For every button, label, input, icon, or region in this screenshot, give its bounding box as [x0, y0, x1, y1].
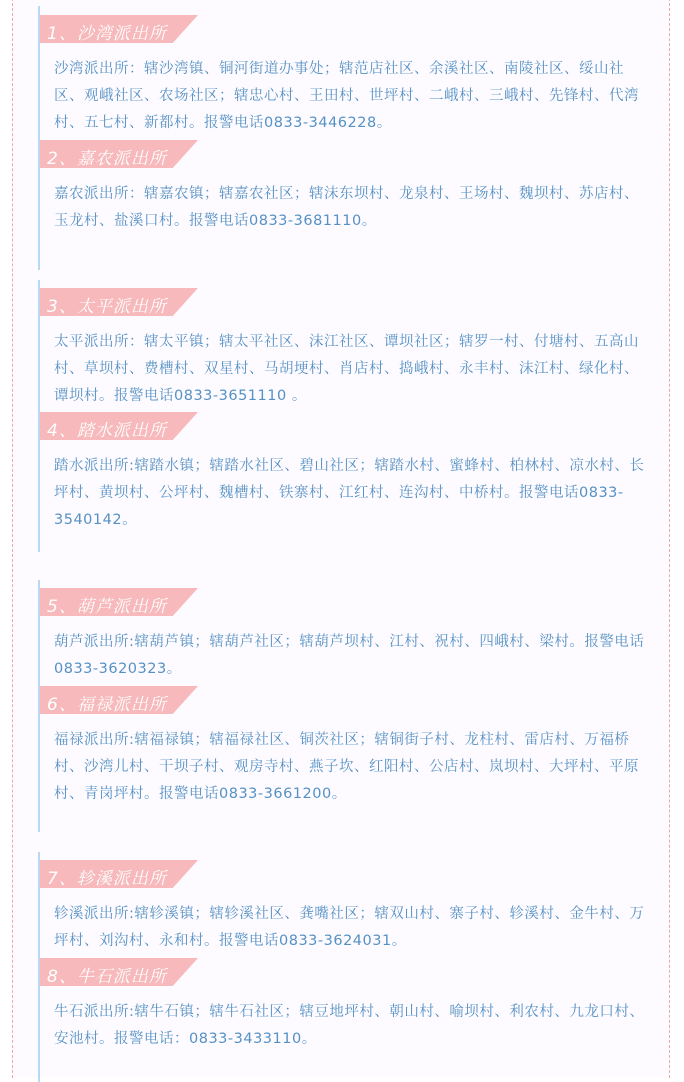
section-title: 4、踏水派出所	[47, 421, 167, 441]
section-text: 福禄派出所:辖福禄镇；辖福禄社区、铜茨社区；辖铜街子村、龙柱村、雷店村、万福桥村、沙湾儿村、干坝子村、观房寺村、燕子坎、红阳村、公店村、岚坝村、大坪村、平原村、青岗坪村。报警电话0833-3661200。	[54, 732, 639, 802]
section-title: 2、嘉农派出所	[47, 149, 167, 169]
section-header-1	[40, 15, 198, 45]
section-group-3	[38, 580, 650, 832]
section-text: 沙湾派出所：辖沙湾镇、铜河街道办事处；辖范店社区、余溪社区、南陵社区、绥山社区、观峨社区、农场社区；辖忠心村、王田村、世坪村、二峨村、三峨村、先锋村、代湾村、五七村、新都村。报警电话0833-3446228。	[54, 61, 639, 131]
section-header-3	[40, 288, 198, 318]
section-group-2	[38, 280, 650, 552]
section-text: 太平派出所：辖太平镇；辖太平社区、沫江社区、谭坝社区；辖罗一村、付塘村、五高山村、草坝村、费槽村、双星村、马胡埂村、肖店村、捣峨村、永丰村、沫江村、绿化村、谭坝村。报警电话0833-3651110 。	[54, 334, 639, 404]
section-text: 牛石派出所:辖牛石镇；辖牛石社区；辖豆地坪村、朝山村、喻坝村、利农村、九龙口村、安池村。报警电话：0833-3433110。	[54, 1004, 645, 1047]
section-header-2	[40, 140, 198, 170]
section-title: 5、葫芦派出所	[47, 597, 167, 617]
section-group-1	[38, 6, 650, 270]
section-title: 1、沙湾派出所	[47, 24, 167, 44]
section-text: 踏水派出所:辖踏水镇；辖踏水社区、碧山社区；辖踏水村、蜜蜂村、柏林村、凉水村、长坪村、黄坝村、公坪村、魏槽村、铁寨村、江红村、连沟村、中桥村。报警电话0833-3540142。	[54, 458, 645, 528]
section-text: 葫芦派出所:辖葫芦镇；辖葫芦社区；辖葫芦坝村、江村、祝村、四峨村、梁村。报警电话0833-3620323。	[54, 634, 645, 677]
section-text: 轸溪派出所:辖轸溪镇；辖轸溪社区、龚嘴社区；辖双山村、寨子村、轸溪村、金牛村、万坪村、刘沟村、永和村。报警电话0833-3624031。	[54, 906, 645, 949]
section-header-4	[40, 412, 198, 442]
section-header-7	[40, 860, 198, 890]
section-text: 嘉农派出所：辖嘉农镇；辖嘉农社区；辖沫东坝村、龙泉村、王场村、魏坝村、苏店村、玉龙村、盐溪口村。报警电话0833-3681110。	[54, 186, 639, 229]
section-header-8	[40, 958, 198, 988]
section-group-4	[38, 852, 650, 1082]
section-header-6	[40, 686, 198, 716]
section-title: 3、太平派出所	[47, 297, 167, 317]
section-title: 7、轸溪派出所	[47, 869, 167, 889]
section-title: 8、牛石派出所	[47, 967, 167, 987]
section-title: 6、福禄派出所	[47, 695, 167, 715]
section-header-5	[40, 588, 198, 618]
